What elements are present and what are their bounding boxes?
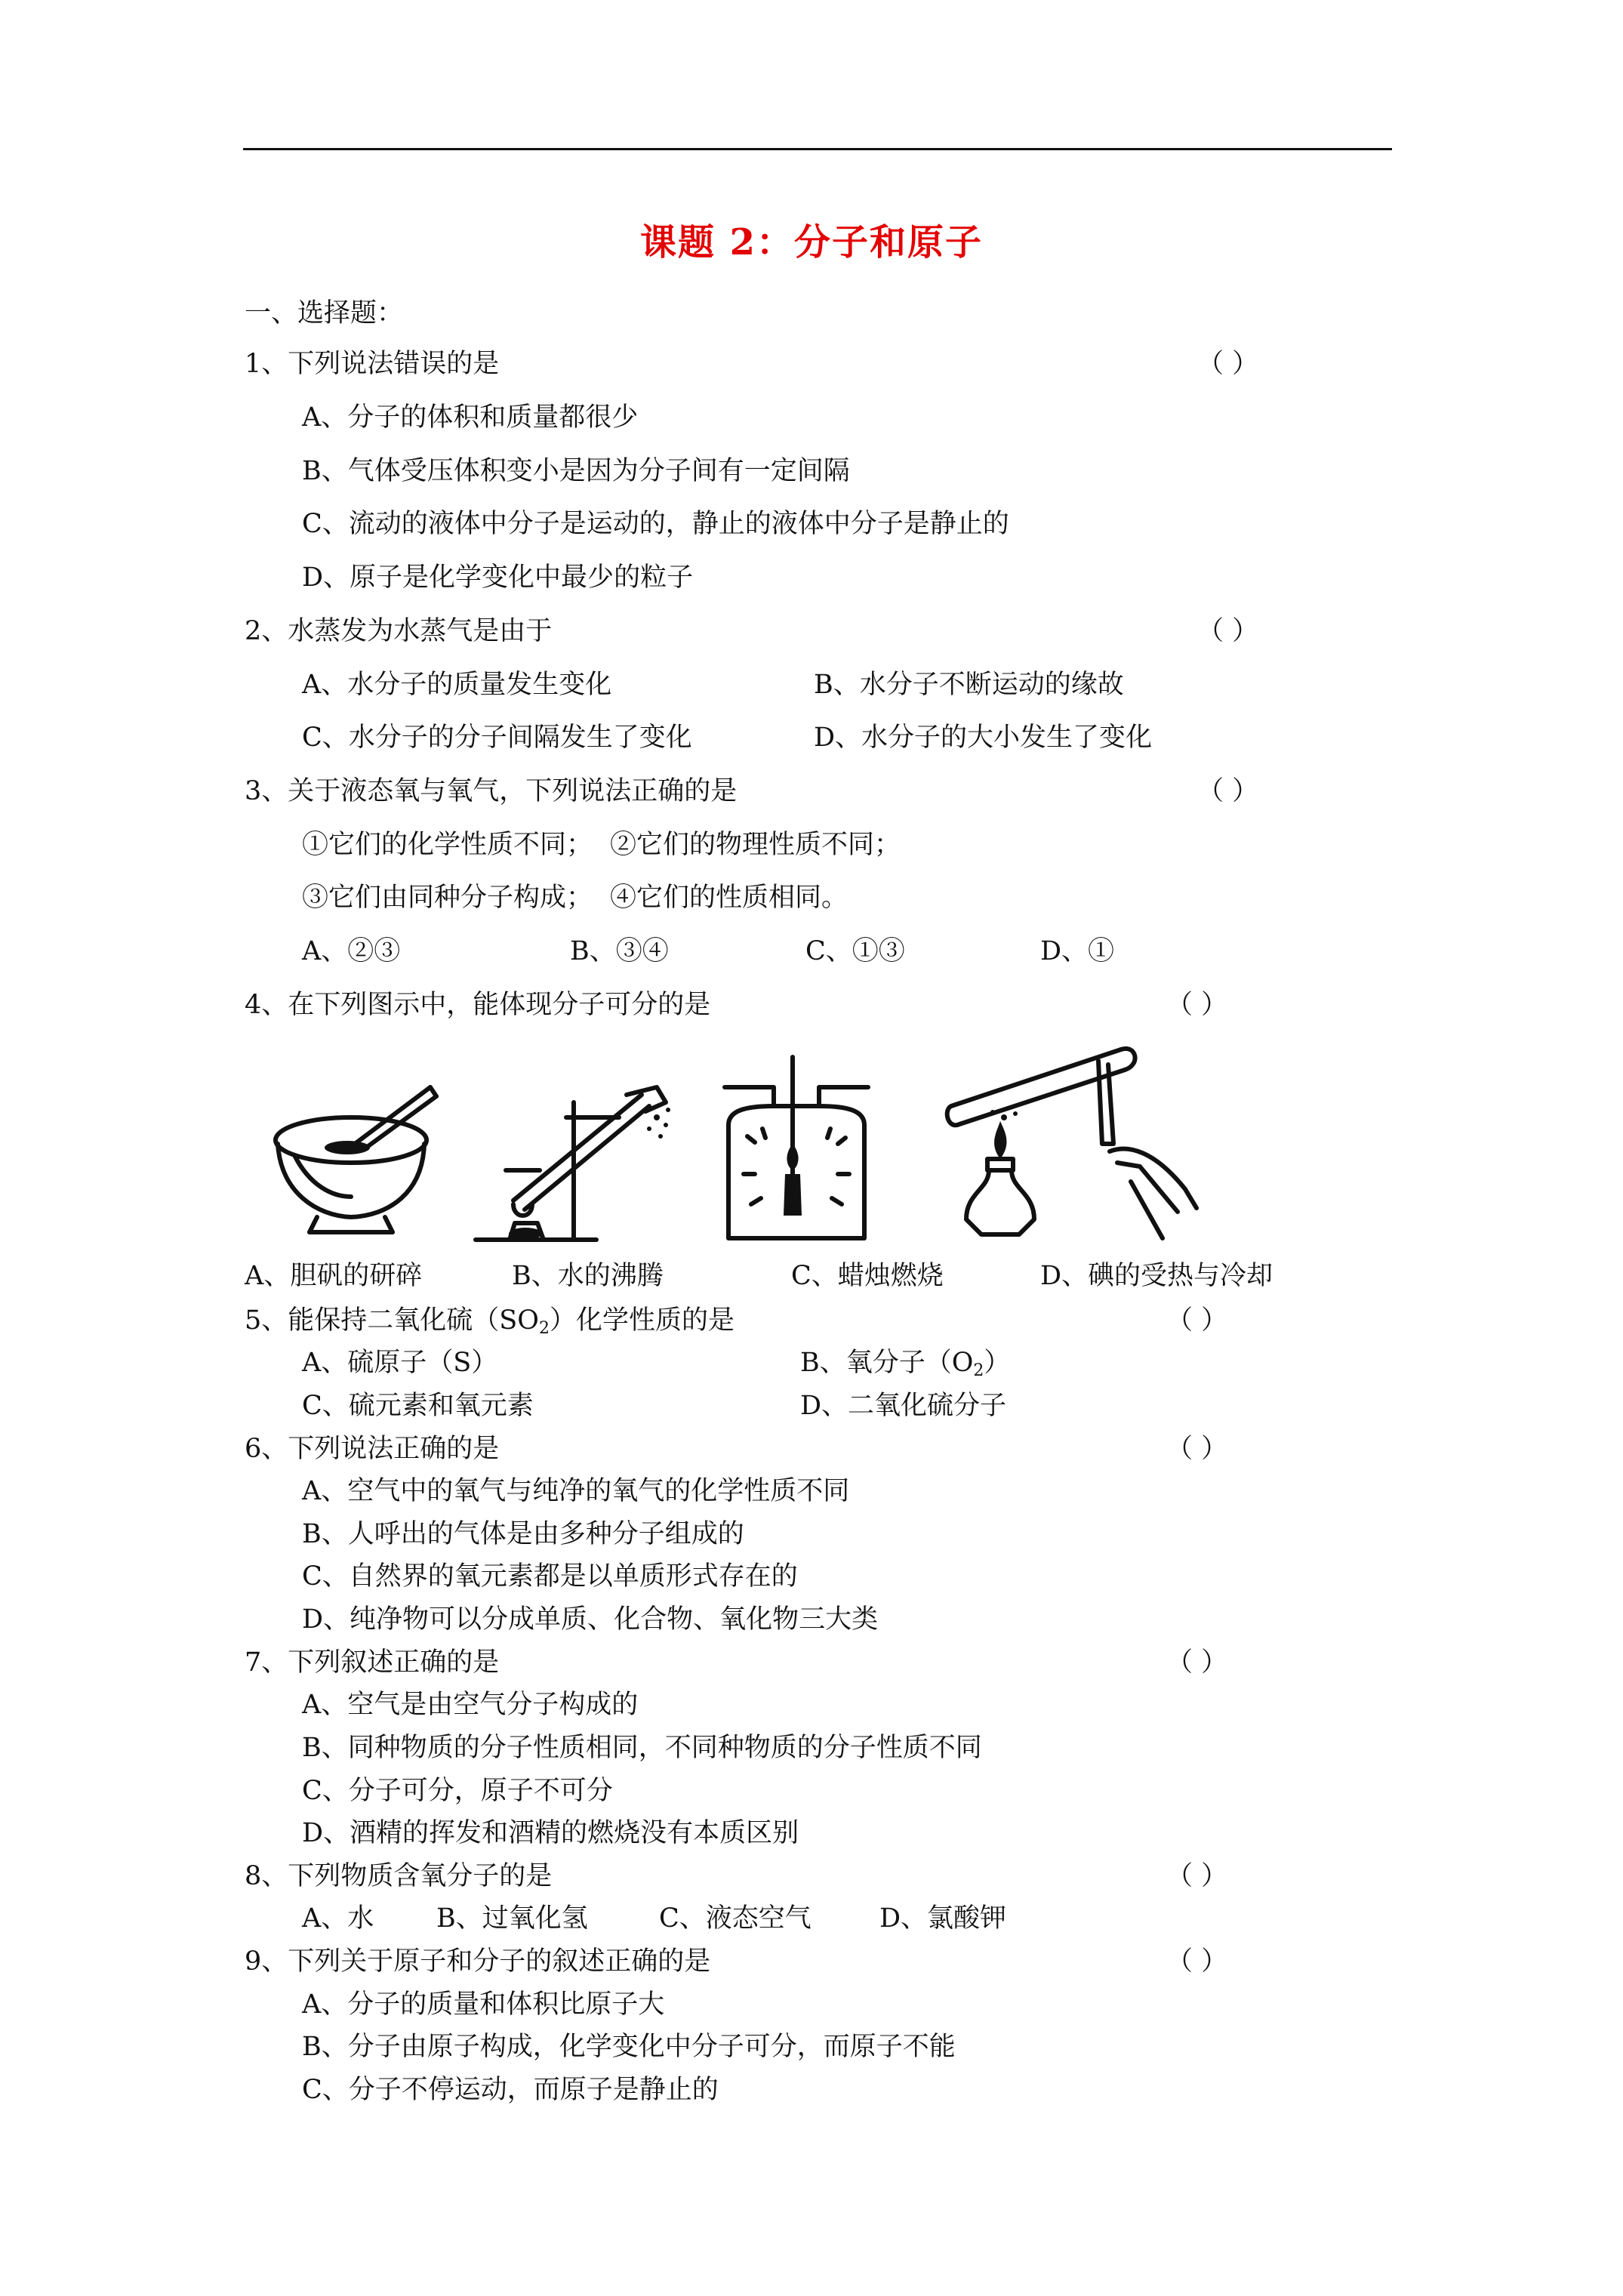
q4-caption-a: A、胆矾的研碎: [245, 1261, 423, 1291]
q5-option-d: D、二氧化硫分子: [800, 1391, 1007, 1421]
q3-statement-2: ②它们的物理性质不同；: [610, 830, 901, 860]
q9-option-a: A、分子的质量和体积比原子大: [302, 1989, 665, 2020]
q6-option-a: A、空气中的氧气与纯净的氧气的化学性质不同: [302, 1476, 850, 1506]
q2-stem: 2、水蒸发为水蒸气是由于: [245, 616, 553, 646]
q1-option-d: D、原子是化学变化中最少的粒子: [302, 562, 694, 593]
q1-option-b: B、气体受压体积变小是因为分子间有一定间隔: [302, 456, 850, 486]
q9-answer-blank[interactable]: （ ）: [1166, 1946, 1228, 1977]
iodine-heating-figure: [936, 1038, 1215, 1261]
q4-caption-b: B、水的沸腾: [512, 1261, 664, 1291]
q8-option-a: A、水: [302, 1903, 374, 1934]
q7-option-d: D、酒精的挥发和酒精的燃烧没有本质区别: [302, 1818, 799, 1848]
q2-option-d: D、水分子的大小发生了变化: [814, 723, 1153, 753]
q2-option-b: B、水分子不断运动的缘故: [814, 670, 1124, 700]
q8-stem: 8、下列物质含氧分子的是: [245, 1861, 553, 1891]
q4-answer-blank[interactable]: （ ）: [1166, 990, 1228, 1020]
page-title: 课题 2：分子和原子: [639, 221, 984, 264]
q2-option-a: A、水分子的质量发生变化: [302, 670, 612, 700]
q6-option-b: B、人呼出的气体是由多种分子组成的: [302, 1519, 744, 1549]
q6-option-c: C、自然界的氧元素都是以单质形式存在的: [302, 1561, 798, 1592]
q3-answer-blank[interactable]: （ ）: [1197, 776, 1259, 806]
q6-option-d: D、纯净物可以分成单质、化合物、氧化物三大类: [302, 1604, 879, 1635]
q9-option-b: B、分子由原子构成，化学变化中分子可分，而原子不能: [302, 2032, 956, 2062]
q9-option-c: C、分子不停运动，而原子是静止的: [302, 2075, 719, 2105]
q5-option-b: B、氧分子$(O_2)$: [800, 1348, 1011, 1380]
q8-option-c: C、液态空气: [659, 1903, 812, 1934]
q3-option-a: A、②③: [302, 936, 401, 966]
q4-caption-c: C、蜡烛燃烧: [791, 1261, 944, 1291]
q1-option-c: C、流动的液体中分子是运动的，静止的液体中分子是静止的: [302, 509, 1009, 539]
q2-option-c: C、水分子的分子间隔发生了变化: [302, 723, 692, 753]
q7-answer-blank[interactable]: （ ）: [1166, 1647, 1228, 1678]
q9-stem: 9、下列关于原子和分子的叙述正确的是: [245, 1946, 711, 1977]
q8-option-d: D、氯酸钾: [879, 1903, 1007, 1934]
q6-answer-blank[interactable]: （ ）: [1166, 1434, 1228, 1464]
q3-option-b: B、③④: [570, 936, 669, 966]
q8-option-b: B、过氧化氢: [436, 1903, 588, 1934]
q3-stem: 3、关于液态氧与氧气，下列说法正确的是: [245, 776, 738, 806]
section-heading: 一、选择题：: [245, 298, 404, 328]
q1-answer-blank[interactable]: （ ）: [1197, 349, 1259, 379]
boiling-water-figure: [468, 1072, 679, 1246]
q1-option-a: A、分子的体积和质量都很少: [302, 402, 639, 433]
q5-stem: 5、能保持二氧化硫$(SO_2)$化学性质的是: [245, 1305, 735, 1338]
header-rule: [243, 148, 1392, 150]
q3-statement-4: ④它们的性质相同。: [610, 883, 848, 913]
q7-stem: 7、下列叙述正确的是: [245, 1647, 500, 1678]
q8-answer-blank[interactable]: （ ）: [1166, 1861, 1228, 1891]
mortar-pestle-figure: [264, 1072, 445, 1246]
q3-option-c: C、①③: [805, 936, 905, 966]
q2-answer-blank[interactable]: （ ）: [1197, 616, 1259, 646]
q1-stem: 1、下列说法错误的是: [245, 349, 500, 379]
q7-option-b: B、同种物质的分子性质相同，不同种物质的分子性质不同: [302, 1733, 982, 1763]
q5-option-a: A、硫原子（S）: [302, 1348, 498, 1378]
q5-answer-blank[interactable]: （ ）: [1166, 1305, 1228, 1336]
q7-option-c: C、分子可分，原子不可分: [302, 1776, 613, 1806]
q5-option-c: C、硫元素和氧元素: [302, 1391, 534, 1421]
q3-option-d: D、①: [1040, 936, 1115, 966]
candle-jar-figure: [717, 1053, 883, 1253]
q4-caption-d: D、碘的受热与冷却: [1040, 1261, 1273, 1291]
q3-statement-1: ①它们的化学性质不同；: [302, 830, 593, 860]
q3-statement-3: ③它们由同种分子构成；: [302, 883, 593, 913]
q7-option-a: A、空气是由空气分子构成的: [302, 1690, 639, 1720]
q4-stem: 4、在下列图示中，能体现分子可分的是: [245, 990, 711, 1020]
q6-stem: 6、下列说法正确的是: [245, 1434, 500, 1464]
